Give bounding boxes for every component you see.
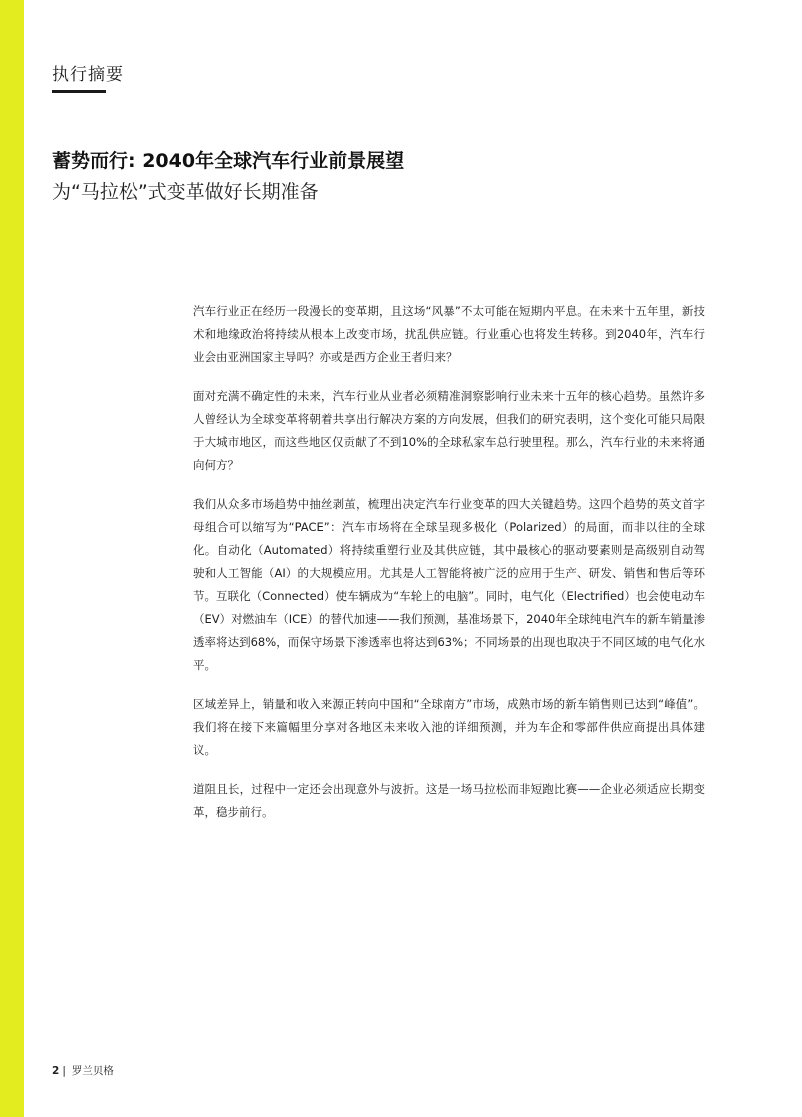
- paragraph: 面对充满不确定性的未来，汽车行业从业者必须精准洞察影响行业未来十五年的核心趋势。虽然许多人曾经认为全球变革将朝着共享出行解决方案的方向发展，但我们的研究表明，这个变化可能只局限于大城市地区，而这些地区仅贡献了不到10%的全球私家车总行驶里程。那么，汽车行业的未来将通向何方？: [193, 389, 705, 472]
- section-underline: [52, 90, 106, 93]
- page-title: 蓄势而行: 2040年全球汽车行业前景展望: [52, 150, 405, 172]
- paragraph: 我们从众多市场趋势中抽丝剥茧，梳理出决定汽车行业变革的四大关键趋势。这四个趋势的英文首字母组合可以缩写为“PACE”：汽车市场将在全球呈现多极化（Polarized）的局面，而非以往的全球化。自动化（Automated）将持续重塑行业及其供应链，其中最核心的驱动要素则是高级别自动驾驶和人工智能（AI）的大规模应用。尤其是人工智能将被广泛的应用于生产、研发、销售和售后等环节。互联化（Connected）使车辆成为“车轮上的电脑”。同时，电气化（Electrified）也会使电动车（EV）对燃油车（ICE）的替代加速——我们预测，基准场景下，2040年全球纯电汽车的新车销量渗透率将达到68%，而保守场景下渗透率也将达到63%；不同场景的出现也取决于不同区域的电气化水平。: [193, 497, 705, 672]
- accent-side-bar: [0, 0, 24, 1117]
- paragraph: 道阻且长，过程中一定还会出现意外与波折。这是一场马拉松而非短跑比赛——企业必须适应长期变革，稳步前行。: [193, 782, 705, 819]
- page-subtitle: 为“马拉松”式变革做好长期准备: [52, 181, 319, 203]
- paragraph: 汽车行业正在经历一段漫长的变革期，且这场“风暴”不太可能在短期内平息。在未来十五年里，新技术和地缘政治将持续从根本上改变市场，扰乱供应链。行业重心也将发生转移。到2040年，汽车行业会由亚洲国家主导吗？亦或是西方企业王者归来？: [193, 304, 705, 364]
- body-text: [193, 300, 705, 840]
- footer-separator: |: [62, 1065, 66, 1077]
- page-footer: [52, 1063, 114, 1078]
- section-label: 执行摘要: [52, 65, 124, 85]
- page-number: 2: [52, 1065, 60, 1077]
- company-name: 罗兰贝格: [71, 1065, 114, 1077]
- paragraph: 区域差异上，销量和收入来源正转向中国和“全球南方”市场，成熟市场的新车销售则已达到“峰值”。我们将在接下来篇幅里分享对各地区未来收入池的详细预测，并为车企和零部件供应商提出具体建议。: [193, 697, 705, 757]
